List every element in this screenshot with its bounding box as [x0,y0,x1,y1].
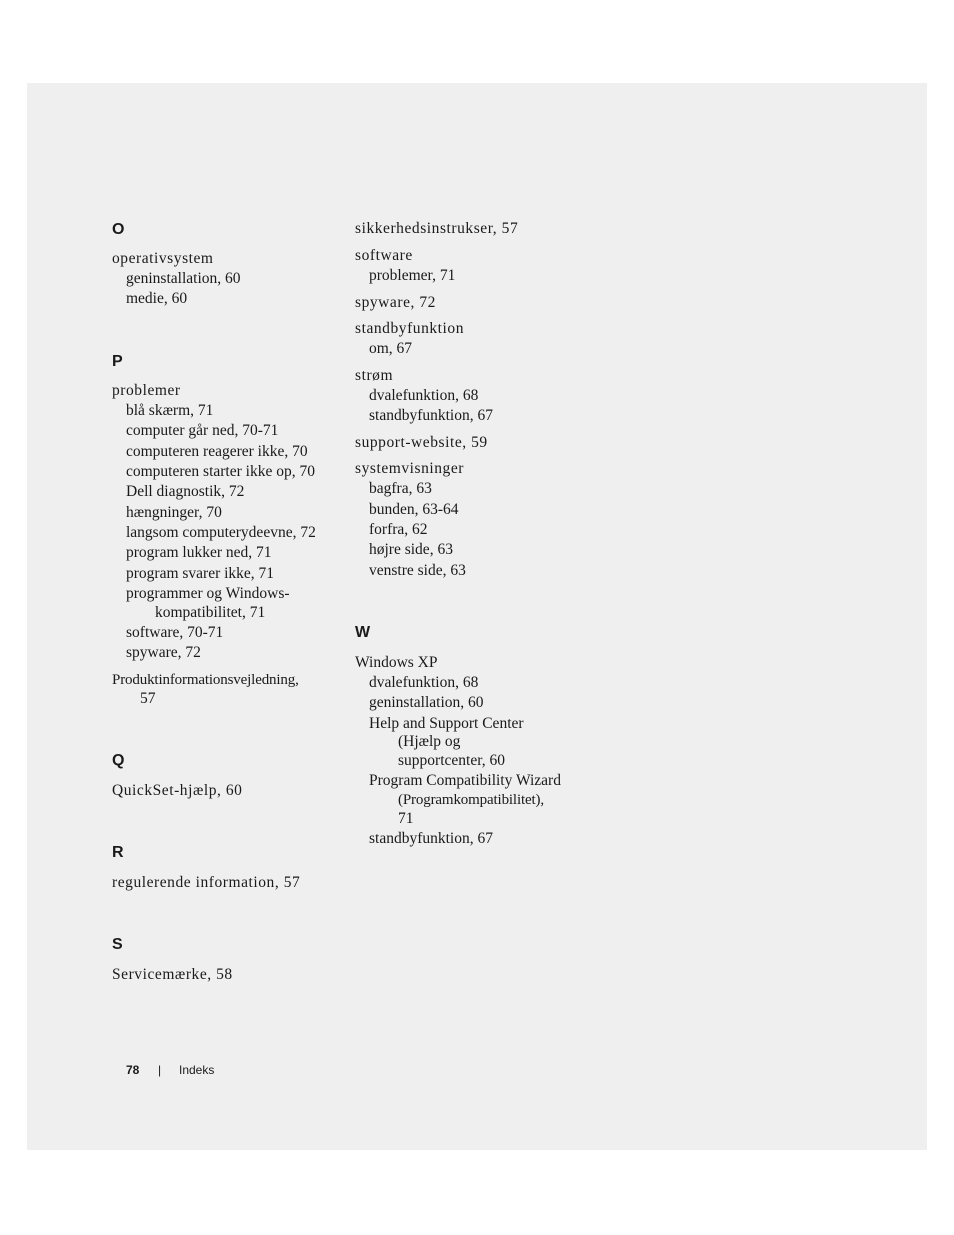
index-entry: Produktinformationsvejledning, [112,672,299,688]
index-subentry: dvalefunktion, 68 [369,674,479,691]
index-subentry: geninstallation, 60 [126,270,241,287]
index-entry: software [355,247,413,264]
index-letter-o: O [112,221,125,238]
index-subentry-continued: (Hjælp og [398,733,461,750]
index-page [27,83,927,1150]
index-subentry: standbyfunktion, 67 [369,407,493,424]
index-letter-q: Q [112,752,125,769]
footer-separator: | [158,1063,162,1077]
index-subentry: blå skærm, 71 [126,402,214,419]
index-subentry: Program Compatibility Wizard [369,772,561,789]
index-subentry: dvalefunktion, 68 [369,387,479,404]
index-subentry: venstre side, 63 [369,562,466,579]
index-entry: operativsystem [112,250,214,267]
index-subentry: program svarer ikke, 71 [126,565,275,582]
index-subentry: langsom computerydeevne, 72 [126,524,316,541]
index-subentry: programmer og Windows- [126,585,290,602]
index-letter-w: W [355,624,371,641]
index-subentry: geninstallation, 60 [369,694,484,711]
index-subentry: program lukker ned, 71 [126,544,272,561]
index-subentry-continued: supportcenter, 60 [398,752,505,769]
index-entry: strøm [355,367,394,384]
index-entry: support-website, 59 [355,434,488,451]
index-subentry: forfra, 62 [369,521,428,538]
index-subentry: problemer, 71 [369,267,456,284]
index-entry: standbyfunktion [355,320,464,337]
index-subentry: bagfra, 63 [369,480,432,497]
index-subentry: bunden, 63-64 [369,501,459,518]
index-subentry: Help and Support Center [369,715,524,732]
index-subentry-continued: 71 [398,810,414,827]
index-subentry: computeren reagerer ikke, 70 [126,443,308,460]
index-entry-continued: 57 [140,690,156,707]
index-subentry: computeren starter ikke op, 70 [126,463,315,480]
index-subentry: spyware, 72 [126,644,201,661]
index-subentry: Dell diagnostik, 72 [126,483,245,500]
index-subentry-continued: kompatibilitet, 71 [155,604,266,621]
index-subentry: software, 70-71 [126,624,224,641]
index-subentry: standbyfunktion, 67 [369,830,493,847]
index-subentry-continued: (Programkompatibilitet), [398,792,544,808]
section-name: Indeks [179,1063,215,1077]
page-number: 78 [126,1063,140,1077]
index-entry: Servicemærke, 58 [112,966,233,983]
index-letter-r: R [112,844,124,861]
index-entry: Windows XP [355,654,438,671]
index-subentry: om, 67 [369,340,413,357]
index-entry: problemer [112,382,181,399]
index-subentry: computer går ned, 70-71 [126,422,279,439]
index-subentry: medie, 60 [126,290,188,307]
index-entry: spyware, 72 [355,294,436,311]
index-entry: systemvisninger [355,460,464,477]
index-letter-p: P [112,353,123,370]
index-entry: regulerende information, 57 [112,874,301,891]
index-entry: QuickSet-hjælp, 60 [112,782,243,799]
index-subentry: hængninger, 70 [126,504,222,521]
index-subentry: højre side, 63 [369,541,453,558]
index-letter-s: S [112,936,123,953]
index-entry: sikkerhedsinstrukser, 57 [355,220,519,237]
